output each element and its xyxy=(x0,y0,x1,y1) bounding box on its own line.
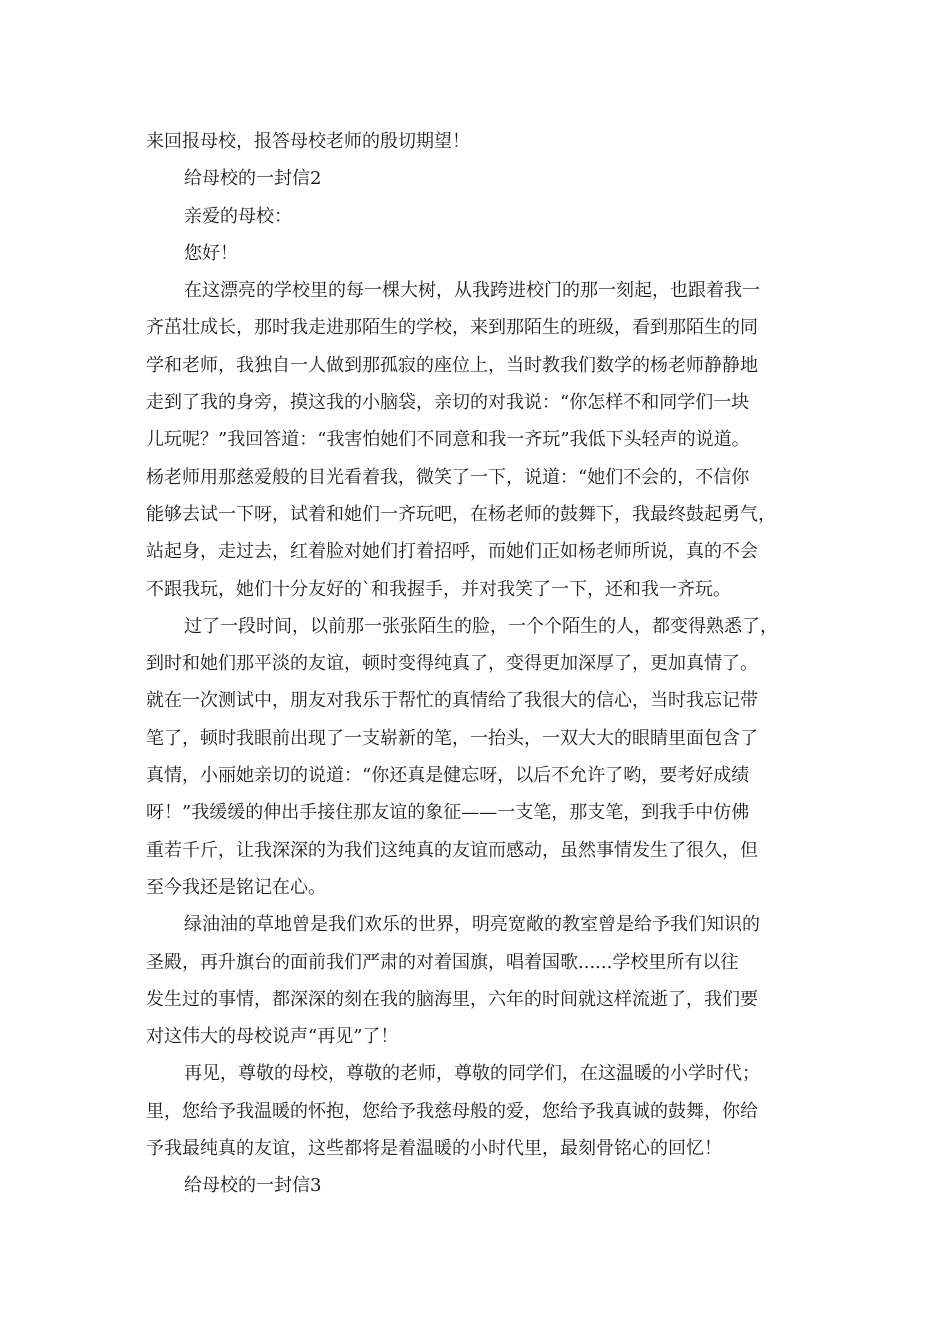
text-line: 站起身，走过去，红着脸对她们打着招呼，而她们正如杨老师所说，真的不会 xyxy=(146,541,758,563)
text-line: 予我最纯真的友谊，这些都将是着温暖的小时代里，最刻骨铭心的回忆！ xyxy=(146,1138,722,1160)
text-line: 过了一段时间，以前那一张张陌生的脸，一个个陌生的人，都变得熟悉了， xyxy=(184,615,778,637)
text-line: 给母校的一封信3 xyxy=(184,1175,322,1197)
document-body xyxy=(146,123,818,1205)
text-line: 儿玩呢？”我回答道：“我害怕她们不同意和我一齐玩”我低下头轻声的说道。 xyxy=(146,429,750,451)
text-line: 能够去试一下呀，试着和她们一齐玩吧，在杨老师的鼓舞下，我最终鼓起勇气， xyxy=(146,503,776,525)
text-line: 杨老师用那慈爱般的目光看着我，微笑了一下，说道：“她们不会的，不信你 xyxy=(146,466,750,488)
text-line: 重若千斤，让我深深的为我们这纯真的友谊而感动，虽然事情发生了很久，但 xyxy=(146,839,758,861)
text-line: 里，您给予我温暖的怀抱，您给予我慈母般的爱，您给予我真诚的鼓舞，你给 xyxy=(146,1100,758,1122)
text-line: 再见，尊敬的母校，尊敬的老师，尊敬的同学们，在这温暖的小学时代； xyxy=(184,1063,760,1085)
text-line: 圣殿，再升旗台的面前我们严肃的对着国旗，唱着国歌......学校里所有以往 xyxy=(146,951,739,973)
text-line: 不跟我玩，她们十分友好的`和我握手，并对我笑了一下，还和我一齐玩。 xyxy=(146,578,731,600)
text-line: 就在一次测试中，朋友对我乐于帮忙的真情给了我很大的信心，当时我忘记带 xyxy=(146,690,758,712)
text-line: 学和老师，我独自一人做到那孤寂的座位上，当时教我们数学的杨老师静静地 xyxy=(146,354,758,376)
text-line: 来回报母校，报答母校老师的殷切期望！ xyxy=(146,131,470,152)
text-line: 走到了我的身旁，摸这我的小脑袋，亲切的对我说：“你怎样不和同学们一块 xyxy=(146,392,750,414)
text-line: 绿油油的草地曾是我们欢乐的世界，明亮宽敞的教室曾是给予我们知识的 xyxy=(184,914,760,936)
text-line: 到时和她们那平淡的友谊，顿时变得纯真了，变得更加深厚了，更加真情了。 xyxy=(146,653,758,675)
text-line: 发生过的事情，都深深的刻在我的脑海里，六年的时间就这样流逝了，我们要 xyxy=(146,988,758,1010)
text-line: 在这漂亮的学校里的每一棵大树，从我跨进校门的那一刻起，也跟着我一 xyxy=(184,280,760,302)
text-line: 给母校的一封信2 xyxy=(184,168,322,190)
text-line: 对这伟大的母校说声“再见”了！ xyxy=(146,1026,399,1048)
text-line: 亲爱的母校： xyxy=(184,205,292,227)
text-line: 至今我还是铭记在心。 xyxy=(146,876,326,898)
text-line: 真情，小丽她亲切的说道：“你还真是健忘呀，以后不允许了哟，要考好成绩 xyxy=(146,765,750,787)
text-line: 呀！”我缓缓的伸出手接住那友谊的象征——一支笔，那支笔，到我手中仿佛 xyxy=(146,802,750,824)
text-line: 笔了，顿时我眼前出现了一支崭新的笔，一抬头，一双大大的眼睛里面包含了 xyxy=(146,727,758,749)
text-line: 齐茁壮成长，那时我走进那陌生的学校，来到那陌生的班级，看到那陌生的同 xyxy=(146,317,758,339)
text-line: 您好！ xyxy=(184,242,238,264)
